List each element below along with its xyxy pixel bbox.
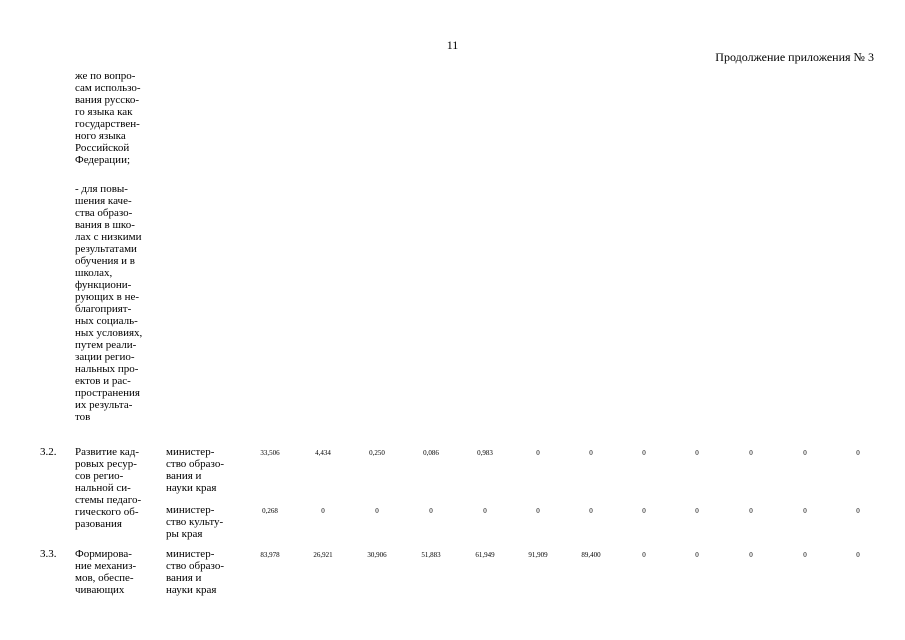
funding-value: 0 xyxy=(642,507,646,515)
measure-name: Развитие кад- ровых ресур- сов регио- нальной си- стемы педаго- гического об- разования xyxy=(75,446,142,530)
funding-value: 0 xyxy=(642,449,646,457)
funding-value: 0 xyxy=(321,507,325,515)
row-number: 3.3. xyxy=(40,548,57,560)
funding-value: 0 xyxy=(856,551,860,559)
continuation-text-part1: же по вопро- сам использо- вания русско- го языка как государствен- ного языка Российской Федерации; xyxy=(75,70,141,166)
funding-value: 0 xyxy=(642,551,646,559)
funding-value: 0 xyxy=(803,551,807,559)
funding-value: 0 xyxy=(749,449,753,457)
funding-value: 4,434 xyxy=(315,449,331,457)
funding-value: 0 xyxy=(483,507,487,515)
funding-value: 0 xyxy=(749,551,753,559)
funding-value: 0 xyxy=(749,507,753,515)
funding-value: 0 xyxy=(695,551,699,559)
funding-value: 0 xyxy=(695,507,699,515)
funding-value: 0 xyxy=(695,449,699,457)
funding-value: 0 xyxy=(856,507,860,515)
responsible-agency: министер- ство образо- вания и науки края xyxy=(166,548,224,596)
row-number: 3.2. xyxy=(40,446,57,458)
measure-name: Формирова- ние механиз- мов, обеспе- чивающих xyxy=(75,548,137,596)
funding-value: 0 xyxy=(803,507,807,515)
funding-value: 0 xyxy=(589,449,593,457)
funding-value: 0 xyxy=(856,449,860,457)
funding-value: 51,883 xyxy=(421,551,441,559)
funding-value: 61,949 xyxy=(475,551,495,559)
funding-value: 0 xyxy=(589,507,593,515)
funding-value: 91,909 xyxy=(528,551,548,559)
funding-value: 30,906 xyxy=(367,551,387,559)
funding-value: 0 xyxy=(536,449,540,457)
continuation-text-part2: - для повы- шения каче- ства образо- вания в шко- лах с низкими результатами обучения и в школах, функциони- рующих в не- благоприят- ных социаль- ных условиях, путем реали- зации регио- нальных про- ектов и рас- пространения их результа- тов xyxy=(75,183,143,423)
funding-value: 0 xyxy=(803,449,807,457)
funding-value: 89,400 xyxy=(581,551,601,559)
responsible-agency: министер- ство культу- ры края xyxy=(166,504,224,540)
page-number: 11 xyxy=(446,38,459,52)
appendix-heading: Продолжение приложения № 3 xyxy=(715,50,874,64)
funding-value: 83,978 xyxy=(260,551,280,559)
responsible-agency: министер- ство образо- вания и науки края xyxy=(166,446,224,494)
funding-value: 0,250 xyxy=(369,449,385,457)
funding-value: 33,506 xyxy=(260,449,280,457)
funding-value: 0,268 xyxy=(262,507,278,515)
funding-value: 0 xyxy=(375,507,379,515)
funding-value: 0,086 xyxy=(423,449,439,457)
funding-value: 0,983 xyxy=(477,449,493,457)
funding-value: 0 xyxy=(429,507,433,515)
funding-value: 26,921 xyxy=(313,551,333,559)
funding-value: 0 xyxy=(536,507,540,515)
